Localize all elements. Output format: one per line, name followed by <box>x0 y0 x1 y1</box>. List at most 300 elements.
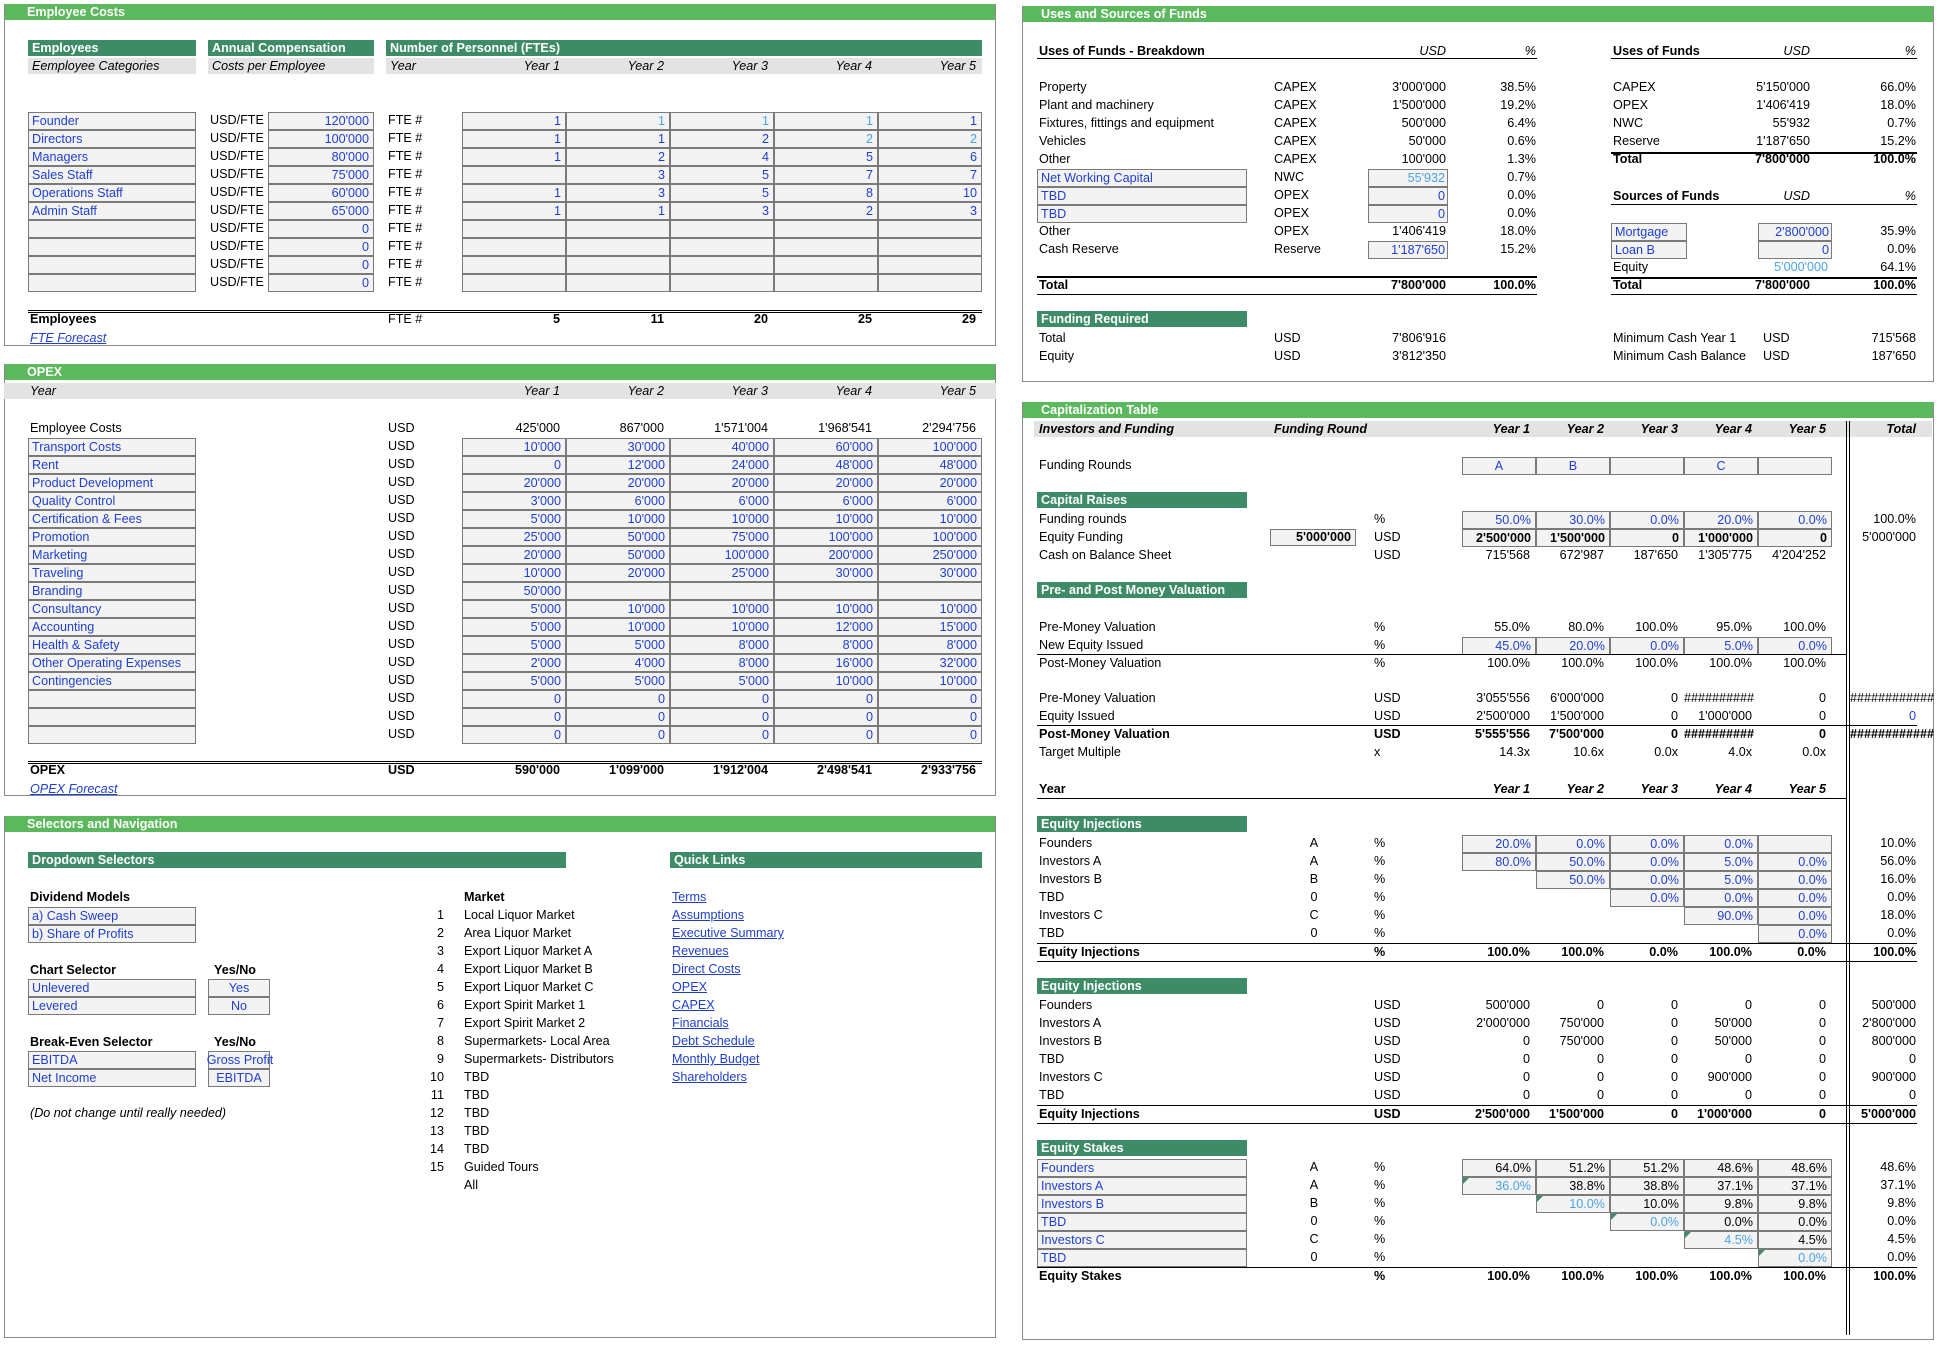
fte-input[interactable] <box>670 238 774 256</box>
quick-link[interactable]: Debt Schedule <box>672 1034 755 1048</box>
uses-item-type: Reserve <box>1274 242 1321 256</box>
fte-input[interactable] <box>462 148 566 166</box>
opex-value-input[interactable] <box>878 492 982 510</box>
funding-round-input[interactable] <box>1758 457 1832 475</box>
fte-input[interactable] <box>878 112 982 130</box>
opex-value: 5'000 <box>530 620 561 634</box>
opex-value-input[interactable] <box>566 618 670 636</box>
opex-value-input[interactable] <box>878 708 982 726</box>
opex-value-input[interactable] <box>670 690 774 708</box>
quick-link[interactable]: Assumptions <box>672 908 745 922</box>
equity-funding-value-input[interactable] <box>1462 529 1536 547</box>
opex-value-input[interactable] <box>774 708 878 726</box>
dividend-model-option[interactable] <box>28 907 196 925</box>
opex-value-input[interactable] <box>462 528 566 546</box>
equity-injection-pct-input[interactable] <box>1610 835 1684 853</box>
opex-value-input[interactable] <box>566 726 670 744</box>
fte-input[interactable] <box>774 148 878 166</box>
opex-unit: USD <box>388 565 415 579</box>
fte-value: 2 <box>761 132 769 146</box>
equity-funding-value: 0 <box>1819 531 1827 545</box>
opex-value-input[interactable] <box>566 438 670 456</box>
opex-value-input[interactable] <box>670 492 774 510</box>
opex-value-input[interactable] <box>462 600 566 618</box>
equity-injection-pct-input[interactable] <box>1758 871 1832 889</box>
opex-value-input[interactable] <box>774 492 878 510</box>
uses-item-input[interactable] <box>1037 205 1247 223</box>
uses-item-value-input[interactable] <box>1368 169 1448 187</box>
fte-input[interactable] <box>878 220 982 238</box>
opex-value-input[interactable] <box>462 582 566 600</box>
opex-value-input[interactable] <box>878 636 982 654</box>
cost-unit: USD/FTE <box>210 275 264 289</box>
fte-input[interactable] <box>566 112 670 130</box>
fte-input[interactable] <box>462 274 566 292</box>
fte-input[interactable] <box>670 202 774 220</box>
break-even-value-box[interactable] <box>208 1069 270 1087</box>
equity-injection-pct-input[interactable] <box>1758 889 1832 907</box>
opex-value-input[interactable] <box>878 582 982 600</box>
opex-value-input[interactable] <box>462 510 566 528</box>
equity-injection-usd-sum: 1'000'000 <box>1696 1107 1752 1121</box>
opex-value-input[interactable] <box>462 456 566 474</box>
opex-value: 8'000 <box>842 638 873 652</box>
sof-item-input[interactable] <box>1611 223 1687 241</box>
opex-value-input[interactable] <box>774 582 878 600</box>
opex-value-input[interactable] <box>774 654 878 672</box>
opex-item-input[interactable] <box>28 690 196 708</box>
opex-value-input[interactable] <box>670 726 774 744</box>
opex-value-input[interactable] <box>878 690 982 708</box>
fte-unit: FTE # <box>388 185 423 199</box>
opex-item-input[interactable] <box>28 438 196 456</box>
quick-link[interactable]: Shareholders <box>672 1070 747 1084</box>
fte-input[interactable] <box>878 256 982 274</box>
equity-stake-name-box[interactable] <box>1037 1213 1247 1231</box>
equity-injection-pct-input[interactable] <box>1684 835 1758 853</box>
opex-value: 10'000 <box>835 674 873 688</box>
break-even-option[interactable] <box>28 1069 196 1087</box>
opex-value-input[interactable] <box>670 474 774 492</box>
cost-per-employee-input[interactable] <box>268 112 374 130</box>
opex-item-input[interactable] <box>28 546 196 564</box>
opex-value-input[interactable] <box>878 438 982 456</box>
funding-rounds-pct-value-input[interactable] <box>1684 511 1758 529</box>
fte-unit: FTE # <box>388 113 423 127</box>
equity-injection-pct-input[interactable] <box>1758 835 1832 853</box>
fte-input[interactable] <box>462 256 566 274</box>
opex-value-input[interactable] <box>670 582 774 600</box>
fte-input[interactable] <box>774 238 878 256</box>
equity-injections-usd-header: Equity Injections <box>1037 978 1247 994</box>
opex-value: 0 <box>865 692 873 706</box>
quick-link[interactable]: Revenues <box>672 944 729 958</box>
new-equity-issued-input[interactable] <box>1536 637 1610 655</box>
fte-input[interactable] <box>566 256 670 274</box>
opex-year-header: Year 1 <box>523 384 560 398</box>
opex-value-input[interactable] <box>566 510 670 528</box>
market-number: 7 <box>436 1016 444 1030</box>
opex-value: 20'000 <box>627 476 665 490</box>
fte-input[interactable] <box>566 238 670 256</box>
fte-input[interactable] <box>878 238 982 256</box>
cost-per-employee-input[interactable] <box>268 220 374 238</box>
fte-input[interactable] <box>670 166 774 184</box>
equity-injection-pct-input[interactable] <box>1536 835 1610 853</box>
opex-value-input[interactable] <box>566 636 670 654</box>
opex-value-input[interactable] <box>774 564 878 582</box>
funding-round-input[interactable] <box>1536 457 1610 475</box>
fte-input[interactable] <box>878 130 982 148</box>
equity-injection-pct-input[interactable] <box>1758 907 1832 925</box>
fte-input[interactable] <box>774 112 878 130</box>
funding-rounds-pct-value-input[interactable] <box>1536 511 1610 529</box>
opex-value-input[interactable] <box>566 492 670 510</box>
target-multiple-value: 0.0x <box>1654 745 1678 759</box>
chart-selector-option[interactable] <box>28 979 196 997</box>
uses-item-value-input[interactable] <box>1368 187 1448 205</box>
employee-category-input[interactable] <box>28 184 196 202</box>
fte-input[interactable] <box>774 220 878 238</box>
opex-value-input[interactable] <box>462 438 566 456</box>
fte-input[interactable] <box>566 202 670 220</box>
opex-item-name: Quality Control <box>32 494 116 508</box>
opex-value-input[interactable] <box>878 528 982 546</box>
opex-value-input[interactable] <box>878 510 982 528</box>
equity-funding-value-input[interactable] <box>1758 529 1832 547</box>
opex-item-input[interactable] <box>28 600 196 618</box>
equity-injection-pct-input[interactable] <box>1684 907 1758 925</box>
opex-value-input[interactable] <box>774 546 878 564</box>
opex-value-input[interactable] <box>566 528 670 546</box>
opex-item-input[interactable] <box>28 564 196 582</box>
new-equity-issued-input[interactable] <box>1462 637 1536 655</box>
fte-input[interactable] <box>670 184 774 202</box>
opex-value-input[interactable] <box>878 474 982 492</box>
chart-selector-label: Unlevered <box>32 981 90 995</box>
fte-input[interactable] <box>878 184 982 202</box>
cost-per-employee-input[interactable] <box>268 202 374 220</box>
opex-value-input[interactable] <box>462 636 566 654</box>
market-name: TBD <box>464 1106 490 1120</box>
opex-value-input[interactable] <box>670 618 774 636</box>
opex-value-input[interactable] <box>566 564 670 582</box>
opex-value-input[interactable] <box>566 690 670 708</box>
fte-value: 1 <box>657 114 665 128</box>
opex-value-input[interactable] <box>774 600 878 618</box>
cost-per-employee-input[interactable] <box>268 166 374 184</box>
opex-value-input[interactable] <box>566 708 670 726</box>
sof-item-value: 2'800'000 <box>1775 225 1829 239</box>
fte-input[interactable] <box>566 274 670 292</box>
market-number: 6 <box>436 998 444 1012</box>
quick-link[interactable]: Financials <box>672 1016 729 1030</box>
opex-value-input[interactable] <box>774 672 878 690</box>
dividend-model-option[interactable] <box>28 925 196 943</box>
opex-value-input[interactable] <box>774 690 878 708</box>
quick-link[interactable]: Executive Summary <box>672 926 784 940</box>
equity-funding-value-input[interactable] <box>1684 529 1758 547</box>
fte-input[interactable] <box>462 130 566 148</box>
opex-item-input[interactable] <box>28 636 196 654</box>
fte-input[interactable] <box>670 112 774 130</box>
opex-item-input[interactable] <box>28 708 196 726</box>
employee-category-input[interactable] <box>28 112 196 130</box>
equity-injection-usd-value: 0 <box>1596 998 1604 1012</box>
fte-input[interactable] <box>566 220 670 238</box>
fte-input[interactable] <box>878 274 982 292</box>
equity-injection-pct-input[interactable] <box>1610 889 1684 907</box>
equity-injection-usd-value: 900'000 <box>1707 1070 1752 1084</box>
employee-categories-subheader: Eemployee Categories <box>28 58 196 74</box>
opex-item-input[interactable] <box>28 582 196 600</box>
cost-per-employee-input[interactable] <box>268 256 374 274</box>
fte-input[interactable] <box>462 238 566 256</box>
opex-value-input[interactable] <box>670 600 774 618</box>
fte-input[interactable] <box>670 130 774 148</box>
employee-category-input[interactable] <box>28 274 196 292</box>
fte-input[interactable] <box>774 130 878 148</box>
equity-injection-pct-unit: % <box>1374 908 1386 922</box>
equity-stake-value: 9.8% <box>1724 1197 1753 1211</box>
opex-value-input[interactable] <box>462 618 566 636</box>
employee-category-input[interactable] <box>28 256 196 274</box>
opex-value-input[interactable] <box>670 528 774 546</box>
uses-breakdown-bottom-line <box>1037 294 1537 295</box>
opex-value-input[interactable] <box>878 456 982 474</box>
cost-per-employee-input[interactable] <box>268 130 374 148</box>
opex-value-input[interactable] <box>566 654 670 672</box>
fte-input[interactable] <box>670 220 774 238</box>
fte-input[interactable] <box>670 274 774 292</box>
pre-money-usd-value: 0 <box>1818 691 1826 705</box>
quick-link[interactable]: OPEX <box>672 980 707 994</box>
equity-injection-pct-input[interactable] <box>1462 835 1536 853</box>
fte-input[interactable] <box>566 166 670 184</box>
quick-link[interactable]: Direct Costs <box>672 962 741 976</box>
cost-per-employee-input[interactable] <box>268 184 374 202</box>
opex-value-input[interactable] <box>566 672 670 690</box>
equity-stake-name: Founders <box>1041 1161 1095 1175</box>
new-equity-issued-input[interactable] <box>1684 637 1758 655</box>
cost-per-employee-input[interactable] <box>268 238 374 256</box>
opex-item-input[interactable] <box>28 654 196 672</box>
opex-value-input[interactable] <box>670 708 774 726</box>
opex-value: 5'000 <box>530 512 561 526</box>
fte-input[interactable] <box>774 274 878 292</box>
costs-per-employee-subheader: Costs per Employee <box>208 58 374 74</box>
uses-item-value-input[interactable] <box>1368 205 1448 223</box>
opex-value-input[interactable] <box>462 474 566 492</box>
uses-item-value-input[interactable] <box>1368 241 1448 259</box>
opex-unit: USD <box>388 637 415 651</box>
opex-value-input[interactable] <box>878 618 982 636</box>
opex-value-input[interactable] <box>462 672 566 690</box>
opex-value-input[interactable] <box>670 672 774 690</box>
equity-stake-name-box[interactable] <box>1037 1159 1247 1177</box>
opex-value-input[interactable] <box>566 456 670 474</box>
new-equity-issued-input[interactable] <box>1610 637 1684 655</box>
fte-input[interactable] <box>670 256 774 274</box>
opex-value-input[interactable] <box>462 726 566 744</box>
employee-category-input[interactable] <box>28 238 196 256</box>
funding-round-input[interactable] <box>1462 457 1536 475</box>
employee-category-input[interactable] <box>28 202 196 220</box>
equity-injection-pct-sum: 100.0% <box>1487 945 1530 959</box>
opex-value-input[interactable] <box>670 654 774 672</box>
employee-category-input[interactable] <box>28 220 196 238</box>
opex-value-input[interactable] <box>774 456 878 474</box>
sof-total-pct: 100.0% <box>1873 278 1916 292</box>
equity-injection-usd-unit: USD <box>1374 1070 1401 1084</box>
opex-item-input[interactable] <box>28 528 196 546</box>
funding-round-input[interactable] <box>1610 457 1684 475</box>
equity-stake-grand-total: 100.0% <box>1873 1269 1916 1283</box>
fte-input[interactable] <box>774 202 878 220</box>
funding-round-input[interactable] <box>1684 457 1758 475</box>
fte-input[interactable] <box>462 184 566 202</box>
equity-stake-value: 4.5% <box>1798 1233 1827 1247</box>
opex-value-input[interactable] <box>878 546 982 564</box>
equity-injection-pct-input[interactable] <box>1610 871 1684 889</box>
fte-forecast-link[interactable]: FTE Forecast <box>30 331 107 345</box>
opex-value-input[interactable] <box>878 600 982 618</box>
quick-link[interactable]: Monthly Budget <box>672 1052 760 1066</box>
equity-funding-value-input[interactable] <box>1610 529 1684 547</box>
quick-link[interactable]: Terms <box>672 890 707 904</box>
chart-selector-yesno[interactable] <box>208 979 270 997</box>
opex-value-input[interactable] <box>670 564 774 582</box>
fte-input[interactable] <box>566 148 670 166</box>
new-equity-issued-input[interactable] <box>1758 637 1832 655</box>
opex-value-input[interactable] <box>462 654 566 672</box>
employee-category-input[interactable] <box>28 130 196 148</box>
opex-value-input[interactable] <box>566 582 670 600</box>
equity-injection-pct-input[interactable] <box>1758 925 1832 943</box>
funding-rounds-pct-value-input[interactable] <box>1758 511 1832 529</box>
opex-value-input[interactable] <box>774 726 878 744</box>
sof-value-input[interactable] <box>1758 223 1832 241</box>
equity-injection-pct-name: Investors A <box>1039 854 1102 868</box>
opex-value-input[interactable] <box>462 708 566 726</box>
sof-value-input[interactable] <box>1758 241 1832 259</box>
opex-value-input[interactable] <box>566 474 670 492</box>
equity-injection-pct-input[interactable] <box>1684 853 1758 871</box>
equity-injection-pct-input[interactable] <box>1684 871 1758 889</box>
fte-input[interactable] <box>462 220 566 238</box>
uses-item-input[interactable] <box>1037 187 1247 205</box>
fte-input[interactable] <box>774 256 878 274</box>
opex-value-input[interactable] <box>878 564 982 582</box>
opex-value-input[interactable] <box>878 654 982 672</box>
opex-value-input[interactable] <box>566 600 670 618</box>
opex-value-input[interactable] <box>774 438 878 456</box>
fte-input[interactable] <box>462 112 566 130</box>
equity-injection-pct-input[interactable] <box>1536 871 1610 889</box>
funding-rounds-pct-value-input[interactable] <box>1462 511 1536 529</box>
equity-funding-value-input[interactable] <box>1536 529 1610 547</box>
opex-value-input[interactable] <box>462 546 566 564</box>
opex-value-input[interactable] <box>462 690 566 708</box>
opex-value-input[interactable] <box>462 564 566 582</box>
equity-injection-usd-value: 0 <box>1670 1070 1678 1084</box>
cost-per-employee-input[interactable] <box>268 148 374 166</box>
sof-item-input[interactable] <box>1611 241 1687 259</box>
opex-item-input[interactable] <box>28 510 196 528</box>
equity-injection-pct-input[interactable] <box>1610 853 1684 871</box>
opex-value-input[interactable] <box>670 636 774 654</box>
opex-value: 25'000 <box>731 566 769 580</box>
opex-value-input[interactable] <box>566 546 670 564</box>
equity-stake-name-box[interactable] <box>1037 1177 1247 1195</box>
opex-value-input[interactable] <box>670 438 774 456</box>
target-multiple-value: 0.0x <box>1802 745 1826 759</box>
opex-value-input[interactable] <box>774 636 878 654</box>
opex-forecast-link[interactable]: OPEX Forecast <box>30 782 118 796</box>
equity-injection-pct-input[interactable] <box>1536 853 1610 871</box>
break-even-value-box[interactable] <box>206 1051 274 1069</box>
opex-value-input[interactable] <box>878 726 982 744</box>
quick-link[interactable]: CAPEX <box>672 998 715 1012</box>
chart-selector-option[interactable] <box>28 997 196 1015</box>
opex-value-input[interactable] <box>774 474 878 492</box>
equity-injection-pct-input[interactable] <box>1758 853 1832 871</box>
equity-injection-pct-input[interactable] <box>1684 889 1758 907</box>
opex-value-input[interactable] <box>774 528 878 546</box>
equity-funding-input[interactable] <box>1270 529 1356 546</box>
opex-value-input[interactable] <box>774 618 878 636</box>
opex-item-input[interactable] <box>28 618 196 636</box>
fte-input[interactable] <box>878 148 982 166</box>
employee-category-input[interactable] <box>28 166 196 184</box>
employees-total-value: 29 <box>961 312 976 326</box>
fte-input[interactable] <box>878 202 982 220</box>
equity-stake-cell <box>1758 1231 1832 1249</box>
opex-value-input[interactable] <box>774 510 878 528</box>
equity-stake-name-box[interactable] <box>1037 1195 1247 1213</box>
opex-item-input[interactable] <box>28 726 196 744</box>
equity-injection-pct-input[interactable] <box>1462 853 1536 871</box>
opex-item-input[interactable] <box>28 672 196 690</box>
opex-value-input[interactable] <box>670 546 774 564</box>
fte-input[interactable] <box>670 148 774 166</box>
fte-input[interactable] <box>566 184 670 202</box>
chart-selector-yesno[interactable] <box>208 997 270 1015</box>
fte-input[interactable] <box>566 130 670 148</box>
fte-input[interactable] <box>462 166 566 184</box>
opex-item-input[interactable] <box>28 492 196 510</box>
fte-input[interactable] <box>774 166 878 184</box>
equity-stake-name-box[interactable] <box>1037 1231 1247 1249</box>
opex-value-input[interactable] <box>462 492 566 510</box>
opex-value-input[interactable] <box>878 672 982 690</box>
opex-item-input[interactable] <box>28 474 196 492</box>
employee-category-input[interactable] <box>28 148 196 166</box>
break-even-option[interactable] <box>28 1051 196 1069</box>
equity-stake-name-box[interactable] <box>1037 1249 1247 1267</box>
uses-item-value: 1'187'650 <box>1391 243 1445 257</box>
uses-item-input[interactable] <box>1037 169 1247 187</box>
opex-value-input[interactable] <box>670 510 774 528</box>
fte-input[interactable] <box>878 166 982 184</box>
fte-input[interactable] <box>774 184 878 202</box>
opex-item-input[interactable] <box>28 456 196 474</box>
funding-rounds-pct-value-input[interactable] <box>1610 511 1684 529</box>
pre-money-pct-value: 100.0% <box>1635 620 1678 634</box>
fte-input[interactable] <box>462 202 566 220</box>
opex-value-input[interactable] <box>670 456 774 474</box>
cost-per-employee-input[interactable] <box>268 274 374 292</box>
